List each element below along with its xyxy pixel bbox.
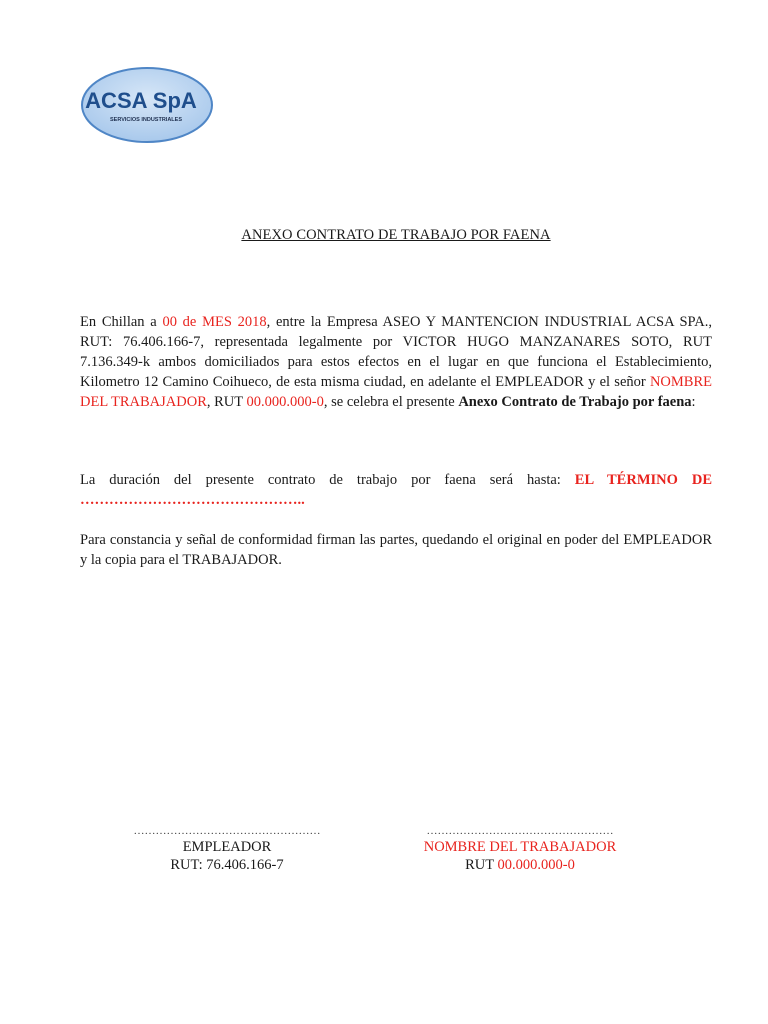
contract-date: 00 de MES 2018: [162, 314, 267, 330]
contract-name: Anexo Contrato de Trabajo por faena: [458, 394, 692, 410]
worker-signature-line: ……………………………………………: [426, 825, 614, 837]
p1-text-2: , entre la Empresa ASEO Y MANTENCION INDUSTRIAL ACSA SPA., RUT: 76.406.166-7, representada legalmente por VICTOR HUGO MANZANARES SOTO, RUT 7.136.349-k ambos domiciliados para estos efectos en el lugar en que funciona el Establecimiento, Kilometro 12 Camino Coihueco, de esta misma ciudad, en adelante el EMPLEADOR y el señor: [80, 314, 712, 390]
employer-rut-label: RUT:: [170, 857, 207, 873]
p1-text-5: :: [691, 394, 696, 410]
worker-rut-line: [405, 856, 635, 874]
document-title: ANEXO CONTRATO DE TRABAJO POR FAENA: [241, 227, 551, 243]
worker-signature-block: [405, 826, 635, 874]
employer-signature-line: ……………………………………………: [133, 825, 321, 837]
duration-end: EL TÉRMINO DE ………………………………………..: [80, 472, 712, 508]
contract-paragraph-conformity: Para constancia y señal de conformidad firman las partes, quedando el original en poder del EMPLEADOR y la copia para el TRABAJADOR.: [80, 532, 712, 568]
worker-signature-rut: 00.000.000-0: [497, 857, 575, 873]
contract-paragraph-duration: [80, 470, 712, 510]
worker-rut-label: RUT: [465, 857, 498, 873]
company-logo: [80, 66, 214, 144]
employer-rut: 76.406.166-7: [206, 857, 284, 873]
logo-name: ACSA SpA: [85, 88, 197, 113]
duration-text: La duración del presente contrato de trabajo por faena será hasta:: [80, 472, 575, 488]
worker-rut: 00.000.000-0: [246, 394, 324, 410]
worker-name: NOMBRE DEL TRABAJADOR: [80, 374, 712, 410]
logo-tagline: SERVICIOS INDUSTRIALES: [109, 117, 183, 123]
p1-text-1: En Chillan a: [80, 314, 163, 330]
employer-signature-block: [127, 826, 327, 874]
worker-label: NOMBRE DEL TRABAJADOR: [423, 839, 617, 855]
employer-label: EMPLEADOR: [182, 839, 272, 855]
employer-rut-line: [127, 856, 327, 874]
p1-text-4: , se celebra el presente: [323, 394, 459, 410]
logo-ellipse: [80, 66, 214, 144]
contract-paragraph-parties: [80, 312, 712, 412]
p1-text-3: , RUT: [206, 394, 247, 410]
